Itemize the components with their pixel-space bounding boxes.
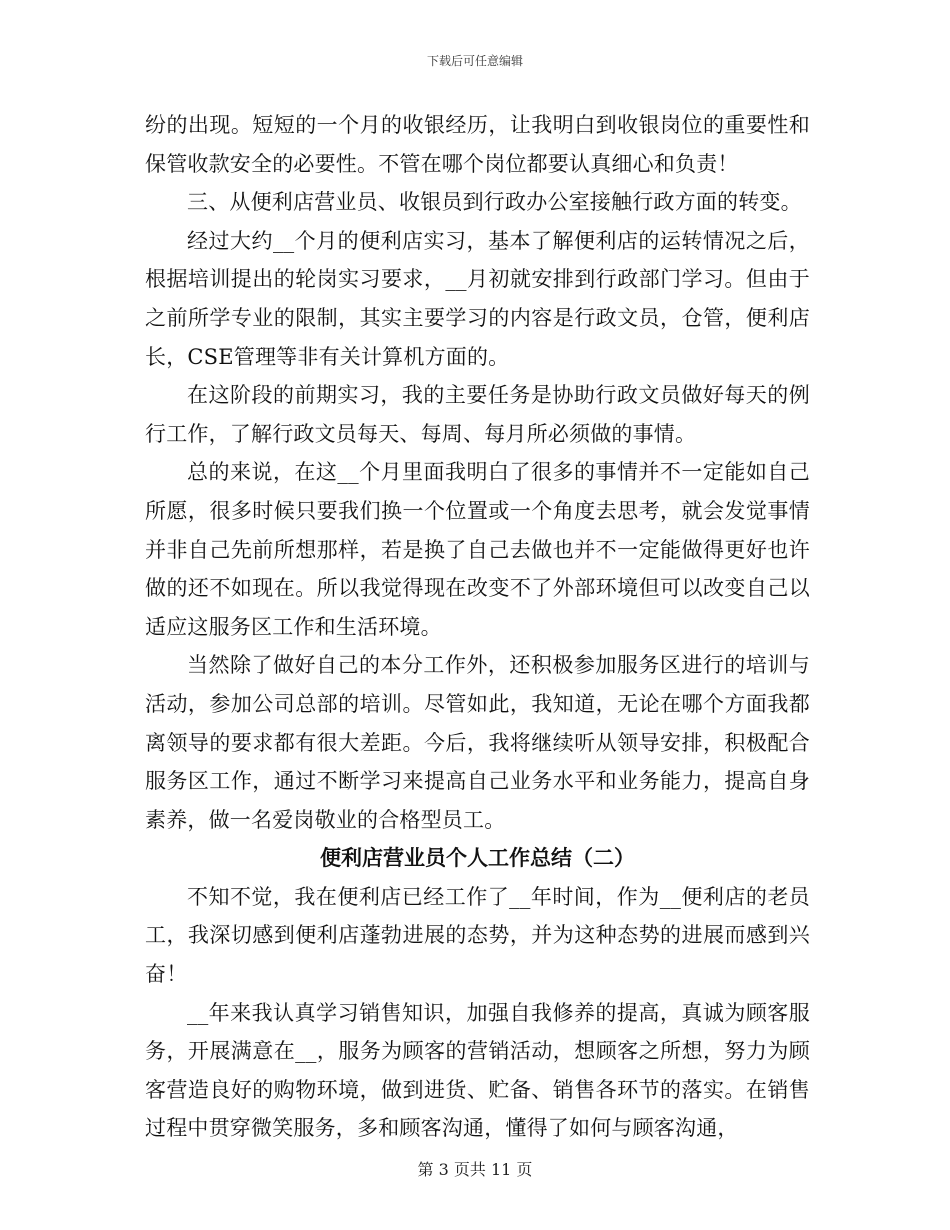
paragraph: 不知不觉，我在便利店已经工作了__年时间，作为__便利店的老员工，我深切感到便利店蓬勃进展的态势，并为这种态势的进展而感到兴奋！ <box>145 884 810 987</box>
page-number-footer: 第 3 页共 11 页 <box>417 1160 533 1179</box>
page-header: 下载后可任意编辑 <box>426 54 523 68</box>
paragraph: 在这阶段的前期实习，我的主要任务是协助行政文员做好每天的例行工作，了解行政文员每天、每周、每月所必须做的事情。 <box>145 383 810 446</box>
section-title: 便利店营业员个人工作总结（二） <box>320 845 635 871</box>
paragraph-section-three-heading: 三、从便利店营业员、收银员到行政办公室接触行政方面的转变。 <box>187 190 802 215</box>
document-body <box>145 106 810 1148</box>
paragraph: 经过大约__个月的便利店实习，基本了解便利店的运转情况之后，根据培训提出的轮岗实习要求，__月初就安排到行政部门学习。但由于之前所学专业的限制，其实主要学习的内容是行政文员，仓管，便利店长，CSE管理等非有关计算机方面的。 <box>145 228 810 369</box>
paragraph: 总的来说，在这__个月里面我明白了很多的事情并不一定能如自己所愿，很多时候只要我们换一个位置或一个角度去思考，就会发觉事情并非自己先前所想那样，若是换了自己去做也并不一定能做得更好也许做的还不如现在。所以我觉得现在改变不了外部环境但可以改变自己以适应这服务区工作和生活环境。 <box>145 460 810 639</box>
paragraph: __年来我认真学习销售知识，加强自我修养的提高，真诚为顾客服务，开展满意在__，服务为顾客的营销活动，想顾客之所想，努力为顾客营造良好的购物环境，做到进货、贮备、销售各环节的落实。在销售过程中贯穿微笑服务，多和顾客沟通，懂得了如何与顾客沟通， <box>145 1000 810 1141</box>
paragraph: 当然除了做好自己的本分工作外，还积极参加服务区进行的培训与活动，参加公司总部的培训。尽管如此，我知道，无论在哪个方面我都离领导的要求都有很大差距。今后，我将继续听从领导安排，积极配合服务区工作，通过不断学习来提高自己业务水平和业务能力，提高自身素养，做一名爱岗敬业的合格型员工。 <box>145 653 810 832</box>
paragraph-continued: 纷的出现。短短的一个月的收银经历，让我明白到收银岗位的重要性和保管收款安全的必要性。不管在哪个岗位都要认真细心和负责！ <box>145 113 810 176</box>
